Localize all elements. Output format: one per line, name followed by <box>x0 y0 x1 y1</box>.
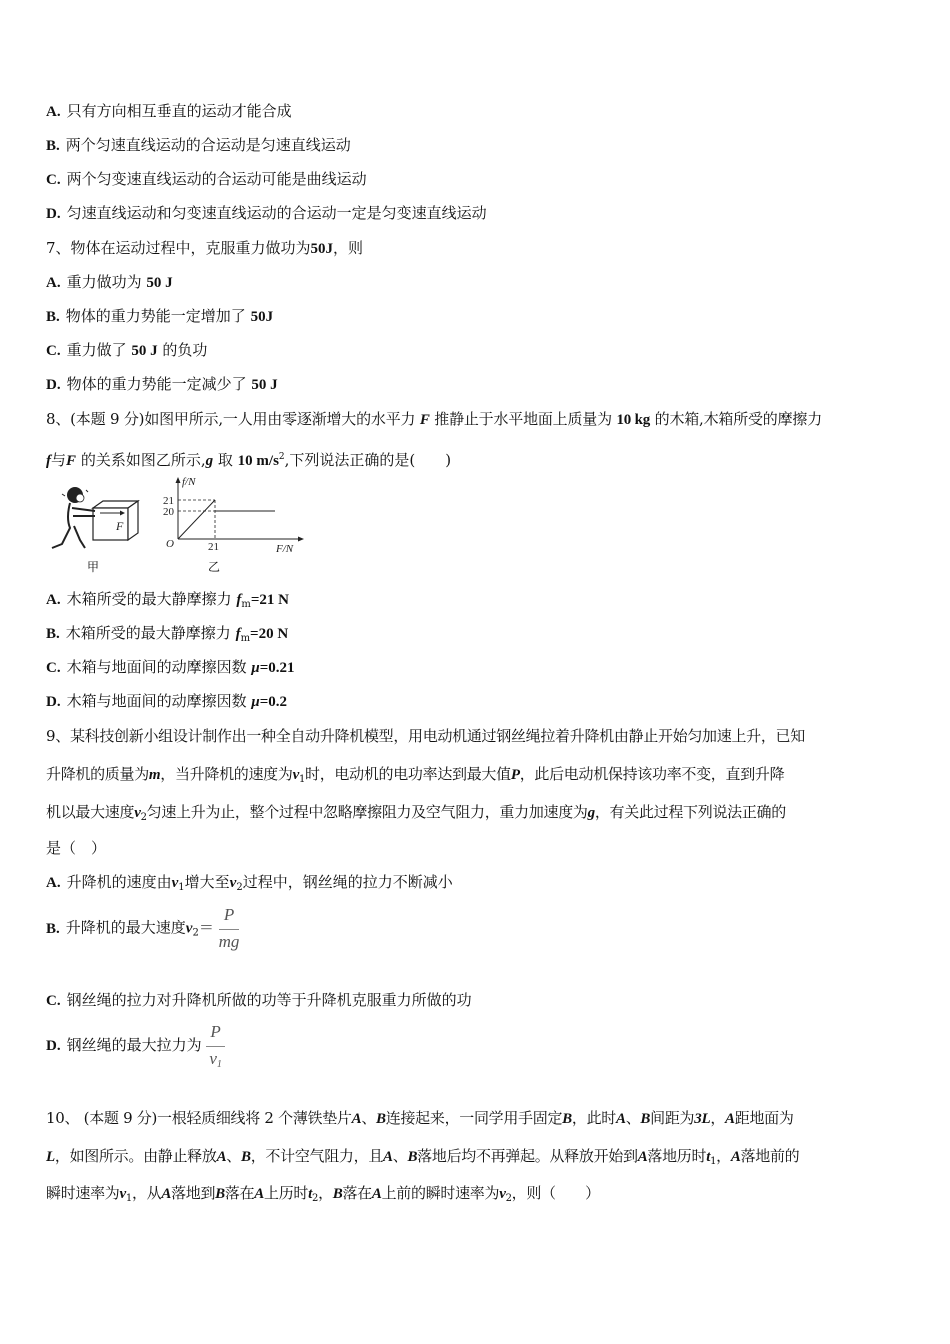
subscript: 2 <box>505 1193 512 1204</box>
distance-3L: 3L <box>694 1111 711 1127</box>
q9-option-d <box>46 1022 225 1070</box>
stem-text: 上历时 <box>264 1184 309 1202</box>
q7-option-d <box>46 374 278 395</box>
y-axis-label: f/N <box>182 476 196 488</box>
stem-text: 机以最大速度 <box>46 803 135 821</box>
numerator: P <box>206 1022 224 1047</box>
option-value: 50J <box>250 309 274 325</box>
denominator: v <box>209 1049 217 1068</box>
q6-option-d <box>46 203 487 224</box>
stem-text: ，则 <box>333 239 364 257</box>
option-label: D. <box>46 206 61 222</box>
q8-option-a <box>46 589 289 615</box>
var-g: g <box>587 805 595 821</box>
stem-text: 时，电动机的电功率达到最大值 <box>305 765 511 783</box>
x-axis-label: F/N <box>276 543 294 555</box>
option-text: 升降机的最大速度 <box>65 918 186 937</box>
var-v: v <box>229 875 237 891</box>
stem-text: 10、 (本题 9 分)一根轻质细线将 2 个薄铁垫片 <box>46 1109 352 1127</box>
stem-text: ，当升降机的速度为 <box>160 765 293 783</box>
q6-option-a <box>46 101 292 122</box>
option-value: 50 J <box>146 275 173 291</box>
stem-text: 瞬时速率为 <box>46 1184 120 1202</box>
stem-text: ,下列说法正确的是( ) <box>284 451 452 469</box>
option-text: 的负功 <box>162 341 208 359</box>
subscript: 2 <box>236 882 243 893</box>
option-label: A. <box>46 104 61 120</box>
option-value: =0.21 <box>259 660 295 676</box>
option-label: C. <box>46 993 61 1009</box>
q7-stem <box>46 238 363 259</box>
option-text: 重力做功为 <box>66 273 142 291</box>
stem-text: ， <box>710 1109 726 1127</box>
stem-text: 8、(本题 9 分)如图甲所示,一人用由零逐渐增大的水平力 <box>46 410 416 428</box>
option-text: 匀速直线运动和匀变速直线运动的合运动一定是匀变速直线运动 <box>66 204 487 222</box>
option-label: B. <box>46 920 60 937</box>
option-value: =20 N <box>250 626 289 642</box>
var-v: v <box>134 805 141 821</box>
q8-stem-line1 <box>46 409 822 430</box>
y-tick: 21 <box>163 495 174 507</box>
origin-label: O <box>166 538 174 550</box>
stem-text: 落地后均不再弹起。从释放开始到 <box>417 1147 638 1165</box>
q10-stem-line3 <box>46 1183 600 1209</box>
q7-option-b <box>46 306 273 327</box>
denominator: mg <box>218 932 240 951</box>
stem-text: 9、某科技创新小组设计制作出一种全自动升降机模型，用电动机通过钢丝绳拉着升降机由静止开始匀加速上升，已知 <box>46 727 805 745</box>
option-text: 钢丝绳的最大拉力为 <box>66 1036 202 1054</box>
option-text: 物体的重力势能一定减少了 <box>66 375 247 393</box>
option-text: 增大至 <box>184 873 230 891</box>
separator: 、 <box>226 1147 241 1165</box>
subscript: 2 <box>140 812 147 823</box>
var-F: F <box>419 412 430 428</box>
subscript: 1 <box>178 882 185 893</box>
separator: 、 <box>625 1109 641 1127</box>
q8-option-b <box>46 623 288 649</box>
option-label: A. <box>46 592 61 608</box>
var-g: g <box>205 453 214 469</box>
option-label: D. <box>46 694 61 710</box>
stem-text: 取 <box>217 451 233 469</box>
stem-text: 上前的瞬时速率为 <box>381 1184 500 1202</box>
stem-text: ，从 <box>131 1184 162 1202</box>
q9-option-b <box>46 905 239 952</box>
mass-value: 10 kg <box>616 412 651 428</box>
q6-option-c <box>46 169 367 190</box>
var-v: v <box>171 875 179 891</box>
stem-text: 间距为 <box>650 1109 695 1127</box>
q9-stem-line1 <box>46 726 805 746</box>
stem-text: 与 <box>51 451 67 469</box>
stem-text: 连接起来，一同学用手固定 <box>385 1109 563 1127</box>
var-F: F <box>66 453 77 469</box>
option-text: 重力做了 <box>66 341 127 359</box>
figure-caption-yi: 乙 <box>208 560 221 574</box>
var-B: B <box>332 1186 343 1202</box>
var-A: A <box>730 1149 741 1165</box>
symbol: f <box>235 626 241 642</box>
stem-text: ，如图所示。由静止释放 <box>54 1147 217 1165</box>
option-text: 过程中，钢丝绳的拉力不断减小 <box>242 873 453 891</box>
var-v: v <box>119 1186 126 1202</box>
q9-option-a <box>46 872 453 898</box>
option-value: 50 J <box>251 377 278 393</box>
stem-value: 50J <box>310 241 334 257</box>
var-A: A <box>351 1111 362 1127</box>
stem-text: 的木箱,木箱所受的摩擦力 <box>654 410 823 428</box>
stem-text: 是（ ） <box>46 839 107 857</box>
equals-sign: ＝ <box>198 918 214 937</box>
var-m: m <box>148 767 161 783</box>
var-A: A <box>383 1149 393 1165</box>
option-label: B. <box>46 138 60 154</box>
var-t: t <box>308 1186 312 1202</box>
option-label: D. <box>46 1038 61 1054</box>
q8-option-c <box>46 657 295 678</box>
symbol: μ <box>251 694 260 710</box>
option-text: 升降机的速度由 <box>66 873 172 891</box>
q9-stem-line4 <box>46 838 106 858</box>
var-B: B <box>241 1149 251 1165</box>
var-A: A <box>616 1111 626 1127</box>
stem-text: 落在 <box>342 1184 372 1202</box>
q9-stem-line2 <box>46 764 784 790</box>
stem-text: ，则（ ） <box>511 1184 600 1202</box>
stem-text: 落地到 <box>171 1184 216 1202</box>
y-tick: 20 <box>163 506 174 518</box>
separator: 、 <box>361 1109 377 1127</box>
option-text: 木箱与地面间的动摩擦因数 <box>66 658 247 676</box>
figure-friction-graph <box>160 476 310 576</box>
figure-person-pushing-box <box>40 478 150 578</box>
q8-stem-line2 <box>46 447 451 471</box>
var-B: B <box>376 1111 386 1127</box>
var-A: A <box>371 1186 382 1202</box>
option-text: 木箱所受的最大静摩擦力 <box>66 590 232 608</box>
force-label: F <box>116 519 124 533</box>
subscript: 1 <box>216 1059 222 1070</box>
g-value: 10 m/s <box>237 453 279 469</box>
var-A: A <box>725 1111 735 1127</box>
subscript: 2 <box>192 927 199 939</box>
stem-text: ，此时 <box>571 1109 616 1127</box>
var-P: P <box>510 767 520 783</box>
option-text: 木箱所受的最大静摩擦力 <box>65 624 231 642</box>
option-label: C. <box>46 660 61 676</box>
q7-option-c <box>46 340 207 361</box>
option-text: 物体的重力势能一定增加了 <box>65 307 246 325</box>
stem-text: ，此后电动机保持该功率不变，直到升降 <box>519 765 785 783</box>
q9-option-c <box>46 990 472 1011</box>
symbol: μ <box>251 660 260 676</box>
option-label: B. <box>46 309 60 325</box>
var-A: A <box>637 1149 648 1165</box>
option-value: 50 J <box>131 343 158 359</box>
option-text: 两个匀变速直线运动的合运动可能是曲线运动 <box>66 170 367 188</box>
option-label: C. <box>46 343 61 359</box>
option-label: B. <box>46 626 60 642</box>
subscript: 2 <box>312 1193 319 1204</box>
option-text: 钢丝绳的拉力对升降机所做的功等于升降机克服重力所做的功 <box>66 991 472 1009</box>
var-v: v <box>185 920 193 937</box>
person-pushing-box-illustration <box>40 478 150 558</box>
stem-text: 落在 <box>224 1184 255 1202</box>
q10-stem-line1 <box>46 1108 794 1129</box>
option-text: 两个匀速直线运动的合运动是匀速直线运动 <box>65 136 351 154</box>
stem-text: ， <box>716 1147 731 1165</box>
subscript: 1 <box>125 1193 132 1204</box>
subscript: m <box>240 633 251 644</box>
superscript: 2 <box>278 452 285 462</box>
var-A: A <box>254 1186 265 1202</box>
stem-text: 的关系如图乙所示, <box>80 451 206 469</box>
option-label: C. <box>46 172 61 188</box>
friction-vs-force-chart <box>160 476 310 556</box>
fraction-p-over-mg <box>219 905 240 952</box>
stem-text: ，有关此过程下列说法正确的 <box>594 803 786 821</box>
q10-stem-line2 <box>46 1146 799 1172</box>
stem-text: ，不计空气阻力，且 <box>250 1147 384 1165</box>
stem-text: 7、物体在运动过程中，克服重力做功为 <box>46 239 311 257</box>
q6-option-b <box>46 135 351 156</box>
var-f: f <box>46 453 51 469</box>
var-B: B <box>562 1111 572 1127</box>
figure-caption-jia: 甲 <box>87 560 100 574</box>
var-A: A <box>216 1149 227 1165</box>
option-label: D. <box>46 377 61 393</box>
stem-text: 推静止于水平地面上质量为 <box>434 410 612 428</box>
stem-text: ， <box>318 1184 333 1202</box>
var-L: L <box>46 1149 55 1165</box>
subscript: m <box>241 599 251 610</box>
option-text: 只有方向相互垂直的运动才能合成 <box>66 102 292 120</box>
subscript: 1 <box>710 1156 717 1167</box>
separator: 、 <box>392 1147 408 1165</box>
stem-text: 匀速上升为止，整个过程中忽略摩擦阻力及空气阻力，重力加速度为 <box>146 803 588 821</box>
symbol: f <box>236 592 242 608</box>
option-label: A. <box>46 875 61 891</box>
var-B: B <box>215 1186 225 1202</box>
q7-option-a <box>46 272 173 293</box>
stem-text: 落地前的 <box>740 1147 800 1165</box>
stem-text: 落地历时 <box>647 1147 707 1165</box>
subscript: 1 <box>298 774 306 785</box>
var-v: v <box>499 1186 506 1202</box>
var-t: t <box>706 1149 711 1165</box>
option-value: =0.2 <box>259 694 288 710</box>
x-tick: 21 <box>208 541 219 553</box>
option-value: =21 N <box>250 592 290 608</box>
var-A: A <box>161 1186 172 1202</box>
numerator: P <box>219 905 240 930</box>
stem-text: 升降机的质量为 <box>46 765 149 783</box>
stem-text: 距地面为 <box>734 1109 794 1127</box>
var-B: B <box>640 1111 651 1127</box>
fraction-p-over-v1 <box>206 1022 224 1070</box>
option-label: A. <box>46 275 61 291</box>
var-v: v <box>292 767 299 783</box>
q8-option-d <box>46 691 287 712</box>
option-text: 木箱与地面间的动摩擦因数 <box>66 692 247 710</box>
var-B: B <box>407 1149 418 1165</box>
q9-stem-line3 <box>46 802 786 828</box>
